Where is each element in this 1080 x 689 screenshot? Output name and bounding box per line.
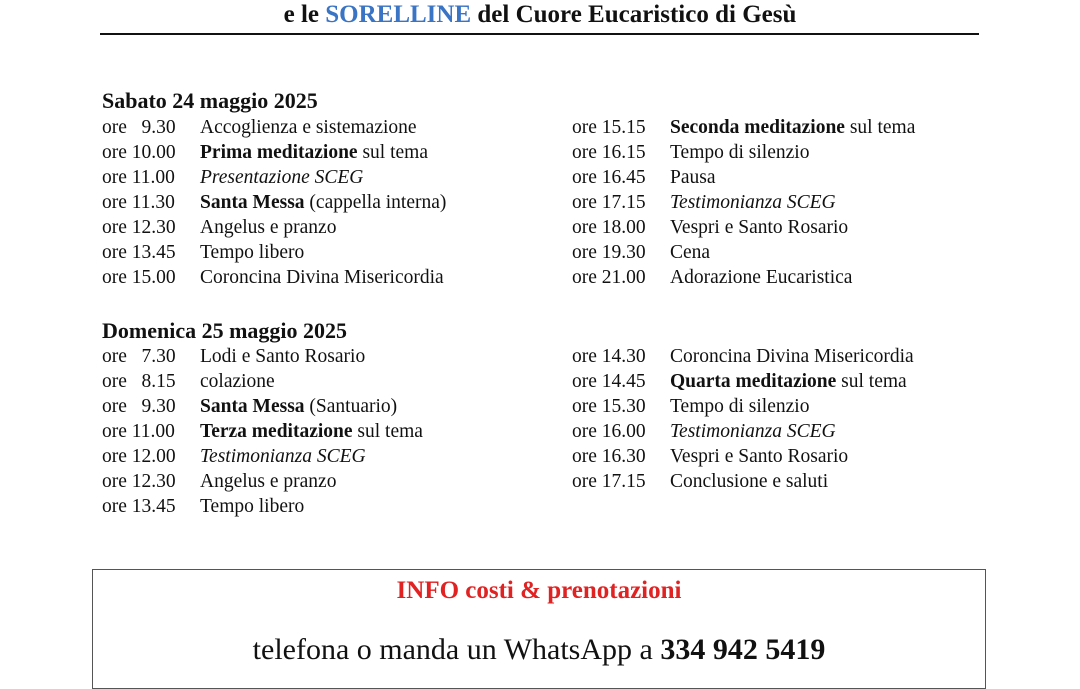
schedule-time: ore 11.30 [102,192,175,213]
schedule-time: ore 13.45 [102,242,176,263]
schedule-time: ore 14.45 [572,371,646,392]
schedule-row [572,190,915,215]
header-prefix: e le [283,1,326,28]
activity-text: Presentazione SCEG [200,167,364,188]
activity-text: Tempo di silenzio [670,396,810,417]
schedule-row [102,190,446,215]
activity-text: Terza meditazione [200,421,353,442]
schedule-row [102,494,423,519]
schedule-activity [670,394,809,419]
activity-text: Accoglienza e sistemazione [200,117,417,138]
activity-text: Vespri e Santo Rosario [670,217,849,238]
activity-text: Tempo libero [200,496,305,517]
activity-text: Vespri e Santo Rosario [670,446,849,467]
schedule-row [572,215,915,240]
schedule-row [102,369,423,394]
schedule-activity [200,444,366,469]
schedule-activity [670,369,907,394]
schedule-row [572,394,914,419]
schedule-activity [670,240,710,265]
schedule-row [572,369,914,394]
activity-text: Pausa [670,167,716,188]
schedule-time: ore 15.30 [572,396,646,417]
schedule-time: ore 15.15 [572,117,646,138]
schedule-time: ore 12.30 [102,471,176,492]
activity-text: Santa Messa [200,192,305,213]
schedule-activity [200,215,336,240]
schedule-time: ore 17.15 [572,471,646,492]
schedule-row [572,265,915,290]
sunday-morning-schedule [102,344,423,519]
schedule-activity [670,190,836,215]
schedule-activity [200,165,363,190]
schedule-activity [670,344,914,369]
schedule-time: ore 19.30 [572,242,646,263]
schedule-activity [670,165,716,190]
activity-text: Testimonianza SCEG [670,421,836,442]
day-title-saturday: Sabato 24 maggio 2025 [102,88,318,113]
header-line [0,0,1080,35]
schedule-activity [200,469,336,494]
schedule-row [102,344,423,369]
schedule-time: ore 16.00 [572,421,646,442]
saturday-afternoon-schedule [572,115,915,290]
schedule-time: ore 16.45 [572,167,646,188]
activity-text: Angelus e pranzo [200,471,337,492]
schedule-time: ore 14.30 [572,346,646,367]
schedule-activity [670,215,848,240]
day-title-sunday: Domenica 25 maggio 2025 [102,318,348,343]
info-box [92,569,986,689]
activity-text: colazione [200,371,275,392]
schedule-row [102,394,423,419]
sunday-afternoon-schedule [572,344,914,494]
schedule-row [102,215,446,240]
schedule-activity [670,140,809,165]
phone-number[interactable]: 334 942 5419 [660,633,826,666]
schedule-time: ore 9.30 [102,117,176,138]
activity-text: Quarta meditazione [670,371,837,392]
schedule-activity [200,369,275,394]
activity-text: sul tema [352,421,423,442]
activity-text: sul tema [836,371,907,392]
info-title: INFO costi & prenotazioni [396,577,682,604]
activity-text: Testimonianza SCEG [670,192,836,213]
schedule-row [572,115,915,140]
schedule-row [102,444,423,469]
activity-text: Coroncina Divina Misericordia [200,267,444,288]
info-phone-line [93,632,985,668]
schedule-activity [670,115,915,140]
activity-text: Coroncina Divina Misericordia [670,346,914,367]
schedule-time: ore 8.15 [102,371,176,392]
schedule-time: ore 9.30 [102,396,176,417]
schedule-row [102,140,446,165]
activity-text: Lodi e Santo Rosario [200,346,366,367]
schedule-row [102,240,446,265]
schedule-row [572,469,914,494]
schedule-time: ore 12.30 [102,217,176,238]
schedule-activity [670,469,828,494]
schedule-row [102,165,446,190]
schedule-row [102,419,423,444]
activity-text: sul tema [844,117,916,138]
schedule-activity [200,344,365,369]
activity-text: Conclusione e saluti [670,471,829,492]
schedule-time: ore 15.00 [102,267,176,288]
schedule-row [572,344,914,369]
schedule-time: ore 12.00 [102,446,176,467]
schedule-time: ore 16.30 [572,446,646,467]
schedule-row [572,444,914,469]
schedule-activity [200,419,423,444]
activity-text: Santa Messa [200,396,305,417]
schedule-activity [200,115,417,140]
schedule-activity [200,240,304,265]
schedule-row [102,469,423,494]
activity-text: Cena [670,242,711,263]
schedule-time: ore 18.00 [572,217,646,238]
schedule-time: ore 21.00 [572,267,646,288]
activity-text: Tempo di silenzio [670,142,810,163]
header-highlight: SORELLINE [325,1,472,28]
activity-text: Prima meditazione [200,142,358,163]
schedule-activity [200,394,397,419]
schedule-row [572,165,915,190]
activity-text: sul tema [357,142,428,163]
schedule-activity [200,265,444,290]
info-phone-prefix: telefona o manda un WhatsApp a [252,633,661,666]
activity-text: Tempo libero [200,242,305,263]
activity-text: (Santuario) [304,396,398,417]
schedule-row [102,115,446,140]
schedule-row [572,419,914,444]
activity-text: (cappella interna) [304,192,447,213]
schedule-time: ore 17.15 [572,192,646,213]
schedule-activity [670,419,836,444]
schedule-row [572,240,915,265]
activity-text: Angelus e pranzo [200,217,337,238]
schedule-activity [200,140,428,165]
schedule-time: ore 10.00 [102,142,176,163]
schedule-activity [670,265,852,290]
activity-text: Adorazione Eucaristica [670,267,853,288]
header-divider [100,33,979,35]
schedule-time: ore 13.45 [102,496,176,517]
schedule-time: ore 7.30 [102,346,176,367]
schedule-activity [200,190,446,215]
schedule-row [572,140,915,165]
header-rest: del Cuore Eucaristico di Gesù [471,1,797,28]
activity-text: Seconda meditazione [670,117,845,138]
schedule-time: ore 11.00 [102,421,175,442]
schedule-time: ore 16.15 [572,142,646,163]
schedule-time: ore 11.00 [102,167,175,188]
schedule-activity [200,494,304,519]
schedule-row [102,265,446,290]
schedule-activity [670,444,848,469]
activity-text: Testimonianza SCEG [200,446,366,467]
saturday-morning-schedule [102,115,446,290]
